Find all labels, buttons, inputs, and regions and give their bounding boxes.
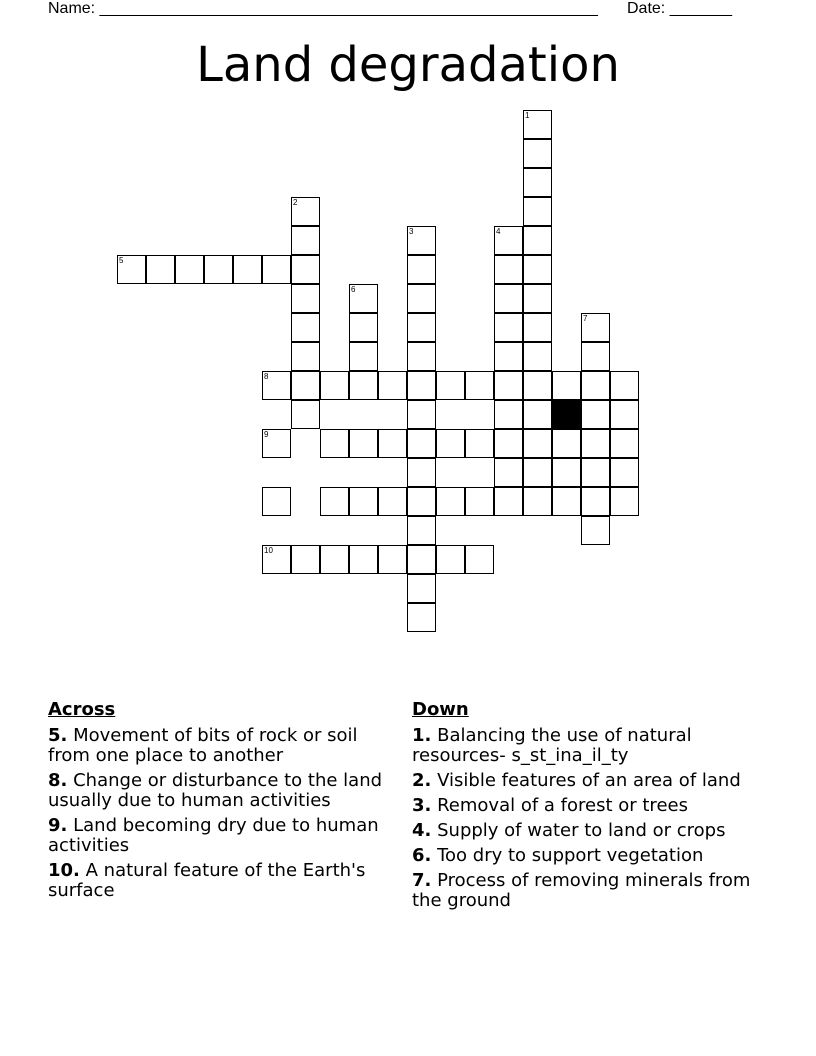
clue-text: Balancing the use of natural resources- s_st_ina_il_ty	[412, 725, 692, 766]
grid-cell[interactable]	[291, 197, 320, 226]
grid-cell[interactable]	[523, 429, 552, 458]
clue-number: 2.	[412, 770, 432, 791]
grid-cell[interactable]	[523, 284, 552, 313]
clue-number-label: 3	[409, 227, 414, 236]
across-clue	[48, 861, 398, 901]
grid-cell[interactable]	[523, 342, 552, 371]
clue-number-label: 4	[496, 227, 501, 236]
grid-cell[interactable]	[581, 429, 610, 458]
grid-cell[interactable]	[581, 342, 610, 371]
grid-cell[interactable]	[436, 545, 465, 574]
grid-cell[interactable]	[610, 400, 639, 429]
grid-cell[interactable]	[523, 168, 552, 197]
grid-cell[interactable]	[349, 371, 378, 400]
grid-cell[interactable]	[407, 458, 436, 487]
grid-cell[interactable]	[494, 226, 523, 255]
grid-cell[interactable]	[320, 487, 349, 516]
grid-cell[interactable]	[494, 313, 523, 342]
grid-cell[interactable]	[523, 400, 552, 429]
clue-text: Supply of water to land or crops	[437, 820, 726, 841]
down-clue	[412, 771, 762, 791]
grid-cell[interactable]	[262, 545, 291, 574]
clue-number-label: 2	[293, 198, 298, 207]
down-clue	[412, 871, 762, 911]
grid-cell[interactable]	[349, 487, 378, 516]
grid-cell[interactable]	[407, 226, 436, 255]
across-clue	[48, 726, 398, 766]
clue-text: Process of removing minerals from the ground	[412, 870, 751, 911]
grid-cell[interactable]	[523, 458, 552, 487]
grid-cell[interactable]	[552, 458, 581, 487]
clue-number-label: 8	[264, 372, 269, 381]
across-clue	[48, 816, 398, 856]
clue-number: 1.	[412, 725, 432, 746]
down-clue	[412, 796, 762, 816]
grid-cell[interactable]	[523, 110, 552, 139]
grid-cell[interactable]	[349, 342, 378, 371]
grid-cell[interactable]	[494, 458, 523, 487]
clue-text: Too dry to support vegetation	[437, 845, 704, 866]
clue-text: Land becoming dry due to human activities	[48, 815, 379, 856]
grid-cell[interactable]	[494, 255, 523, 284]
grid-cell[interactable]	[407, 603, 436, 632]
clue-number: 8.	[48, 770, 68, 791]
grid-cell[interactable]	[494, 400, 523, 429]
clue-number-label: 7	[583, 314, 588, 323]
clue-number: 5.	[48, 725, 68, 746]
grid-cell[interactable]	[407, 371, 436, 400]
grid-cell[interactable]	[523, 487, 552, 516]
grid-cell[interactable]	[262, 255, 291, 284]
clue-number-label: 5	[119, 256, 124, 265]
clue-number-label: 6	[351, 285, 356, 294]
clue-number: 10.	[48, 860, 80, 881]
grid-cell[interactable]	[407, 545, 436, 574]
grid-cell[interactable]	[407, 516, 436, 545]
clue-text: Movement of bits of rock or soil from one place to another	[48, 725, 358, 766]
grid-cell[interactable]	[581, 313, 610, 342]
across-clue	[48, 771, 398, 811]
grid-cell[interactable]	[378, 545, 407, 574]
grid-cell[interactable]	[610, 429, 639, 458]
grid-cell[interactable]	[552, 487, 581, 516]
grid-cell[interactable]	[320, 429, 349, 458]
grid-cell[interactable]	[465, 429, 494, 458]
grid-cell[interactable]	[552, 371, 581, 400]
grid-cell[interactable]	[117, 255, 146, 284]
clue-number: 6.	[412, 845, 432, 866]
grid-cell[interactable]	[262, 487, 291, 516]
across-heading: Across	[48, 699, 116, 720]
grid-cell[interactable]	[291, 226, 320, 255]
grid-cell[interactable]	[552, 429, 581, 458]
grid-cell[interactable]	[407, 400, 436, 429]
grid-cell[interactable]	[407, 284, 436, 313]
clue-text: Visible features of an area of land	[437, 770, 741, 791]
grid-cell[interactable]	[610, 487, 639, 516]
clue-text: Change or disturbance to the land usually due to human activities	[48, 770, 383, 811]
clue-number: 9.	[48, 815, 68, 836]
grid-cell[interactable]	[494, 371, 523, 400]
grid-cell[interactable]	[378, 429, 407, 458]
down-clue	[412, 846, 762, 866]
grid-cell[interactable]	[465, 487, 494, 516]
grid-cell[interactable]	[581, 458, 610, 487]
grid-cell[interactable]	[349, 313, 378, 342]
grid-cell[interactable]	[320, 545, 349, 574]
grid-cell[interactable]	[610, 458, 639, 487]
grid-cell[interactable]	[581, 371, 610, 400]
grid-cell[interactable]	[581, 516, 610, 545]
grid-cell[interactable]	[407, 255, 436, 284]
grid-cell[interactable]	[407, 574, 436, 603]
page-title: Land degradation	[196, 37, 620, 93]
grid-cell[interactable]	[436, 487, 465, 516]
clue-number: 3.	[412, 795, 432, 816]
grid-cell[interactable]	[407, 429, 436, 458]
grid-cell[interactable]	[523, 226, 552, 255]
grid-cell[interactable]	[291, 400, 320, 429]
grid-cell[interactable]	[204, 255, 233, 284]
grid-cell[interactable]	[378, 371, 407, 400]
grid-cell[interactable]	[262, 429, 291, 458]
grid-cell[interactable]	[291, 313, 320, 342]
grid-cell[interactable]	[407, 313, 436, 342]
grid-cell[interactable]	[291, 342, 320, 371]
grid-cell[interactable]	[407, 342, 436, 371]
grid-cell[interactable]	[523, 255, 552, 284]
grid-cell[interactable]	[494, 284, 523, 313]
grid-cell[interactable]	[291, 255, 320, 284]
grid-cell[interactable]	[494, 342, 523, 371]
grid-cell[interactable]	[320, 371, 349, 400]
grid-cell[interactable]	[378, 487, 407, 516]
grid-cell[interactable]	[291, 284, 320, 313]
clue-number: 7.	[412, 870, 432, 891]
grid-cell[interactable]	[494, 487, 523, 516]
down-clue	[412, 821, 762, 841]
grid-cell[interactable]	[233, 255, 262, 284]
clue-number-label: 10	[264, 546, 273, 555]
grid-cell[interactable]	[523, 371, 552, 400]
grid-cell[interactable]	[523, 139, 552, 168]
grid-cell[interactable]	[407, 487, 436, 516]
grid-cell[interactable]	[291, 371, 320, 400]
date-field-label: Date: _______	[627, 0, 732, 17]
down-clue	[412, 726, 762, 766]
grid-cell[interactable]	[581, 487, 610, 516]
grid-cell[interactable]	[523, 197, 552, 226]
grid-cell[interactable]	[349, 545, 378, 574]
clue-number-label: 9	[264, 430, 269, 439]
across-clues	[48, 700, 398, 906]
grid-cell[interactable]	[436, 429, 465, 458]
grid-cell[interactable]	[436, 371, 465, 400]
grid-cell[interactable]	[465, 545, 494, 574]
name-field-label: Name: ________________________________________________________	[48, 0, 598, 17]
grid-cell[interactable]	[291, 545, 320, 574]
clue-text: A natural feature of the Earth's surface	[48, 860, 366, 901]
down-heading: Down	[412, 699, 469, 720]
grid-cell[interactable]	[175, 255, 204, 284]
clue-number-label: 1	[525, 111, 530, 120]
grid-cell[interactable]	[146, 255, 175, 284]
grid-cell[interactable]	[465, 371, 494, 400]
grid-cell[interactable]	[262, 371, 291, 400]
clue-text: Removal of a forest or trees	[437, 795, 688, 816]
grid-cell[interactable]	[581, 400, 610, 429]
grid-cell[interactable]	[349, 429, 378, 458]
grid-cell[interactable]	[523, 313, 552, 342]
grid-cell[interactable]	[349, 284, 378, 313]
grid-cell[interactable]	[610, 371, 639, 400]
grid-cell[interactable]	[494, 429, 523, 458]
clue-number: 4.	[412, 820, 432, 841]
down-clues	[412, 700, 762, 916]
grid-cell-black	[552, 400, 581, 429]
